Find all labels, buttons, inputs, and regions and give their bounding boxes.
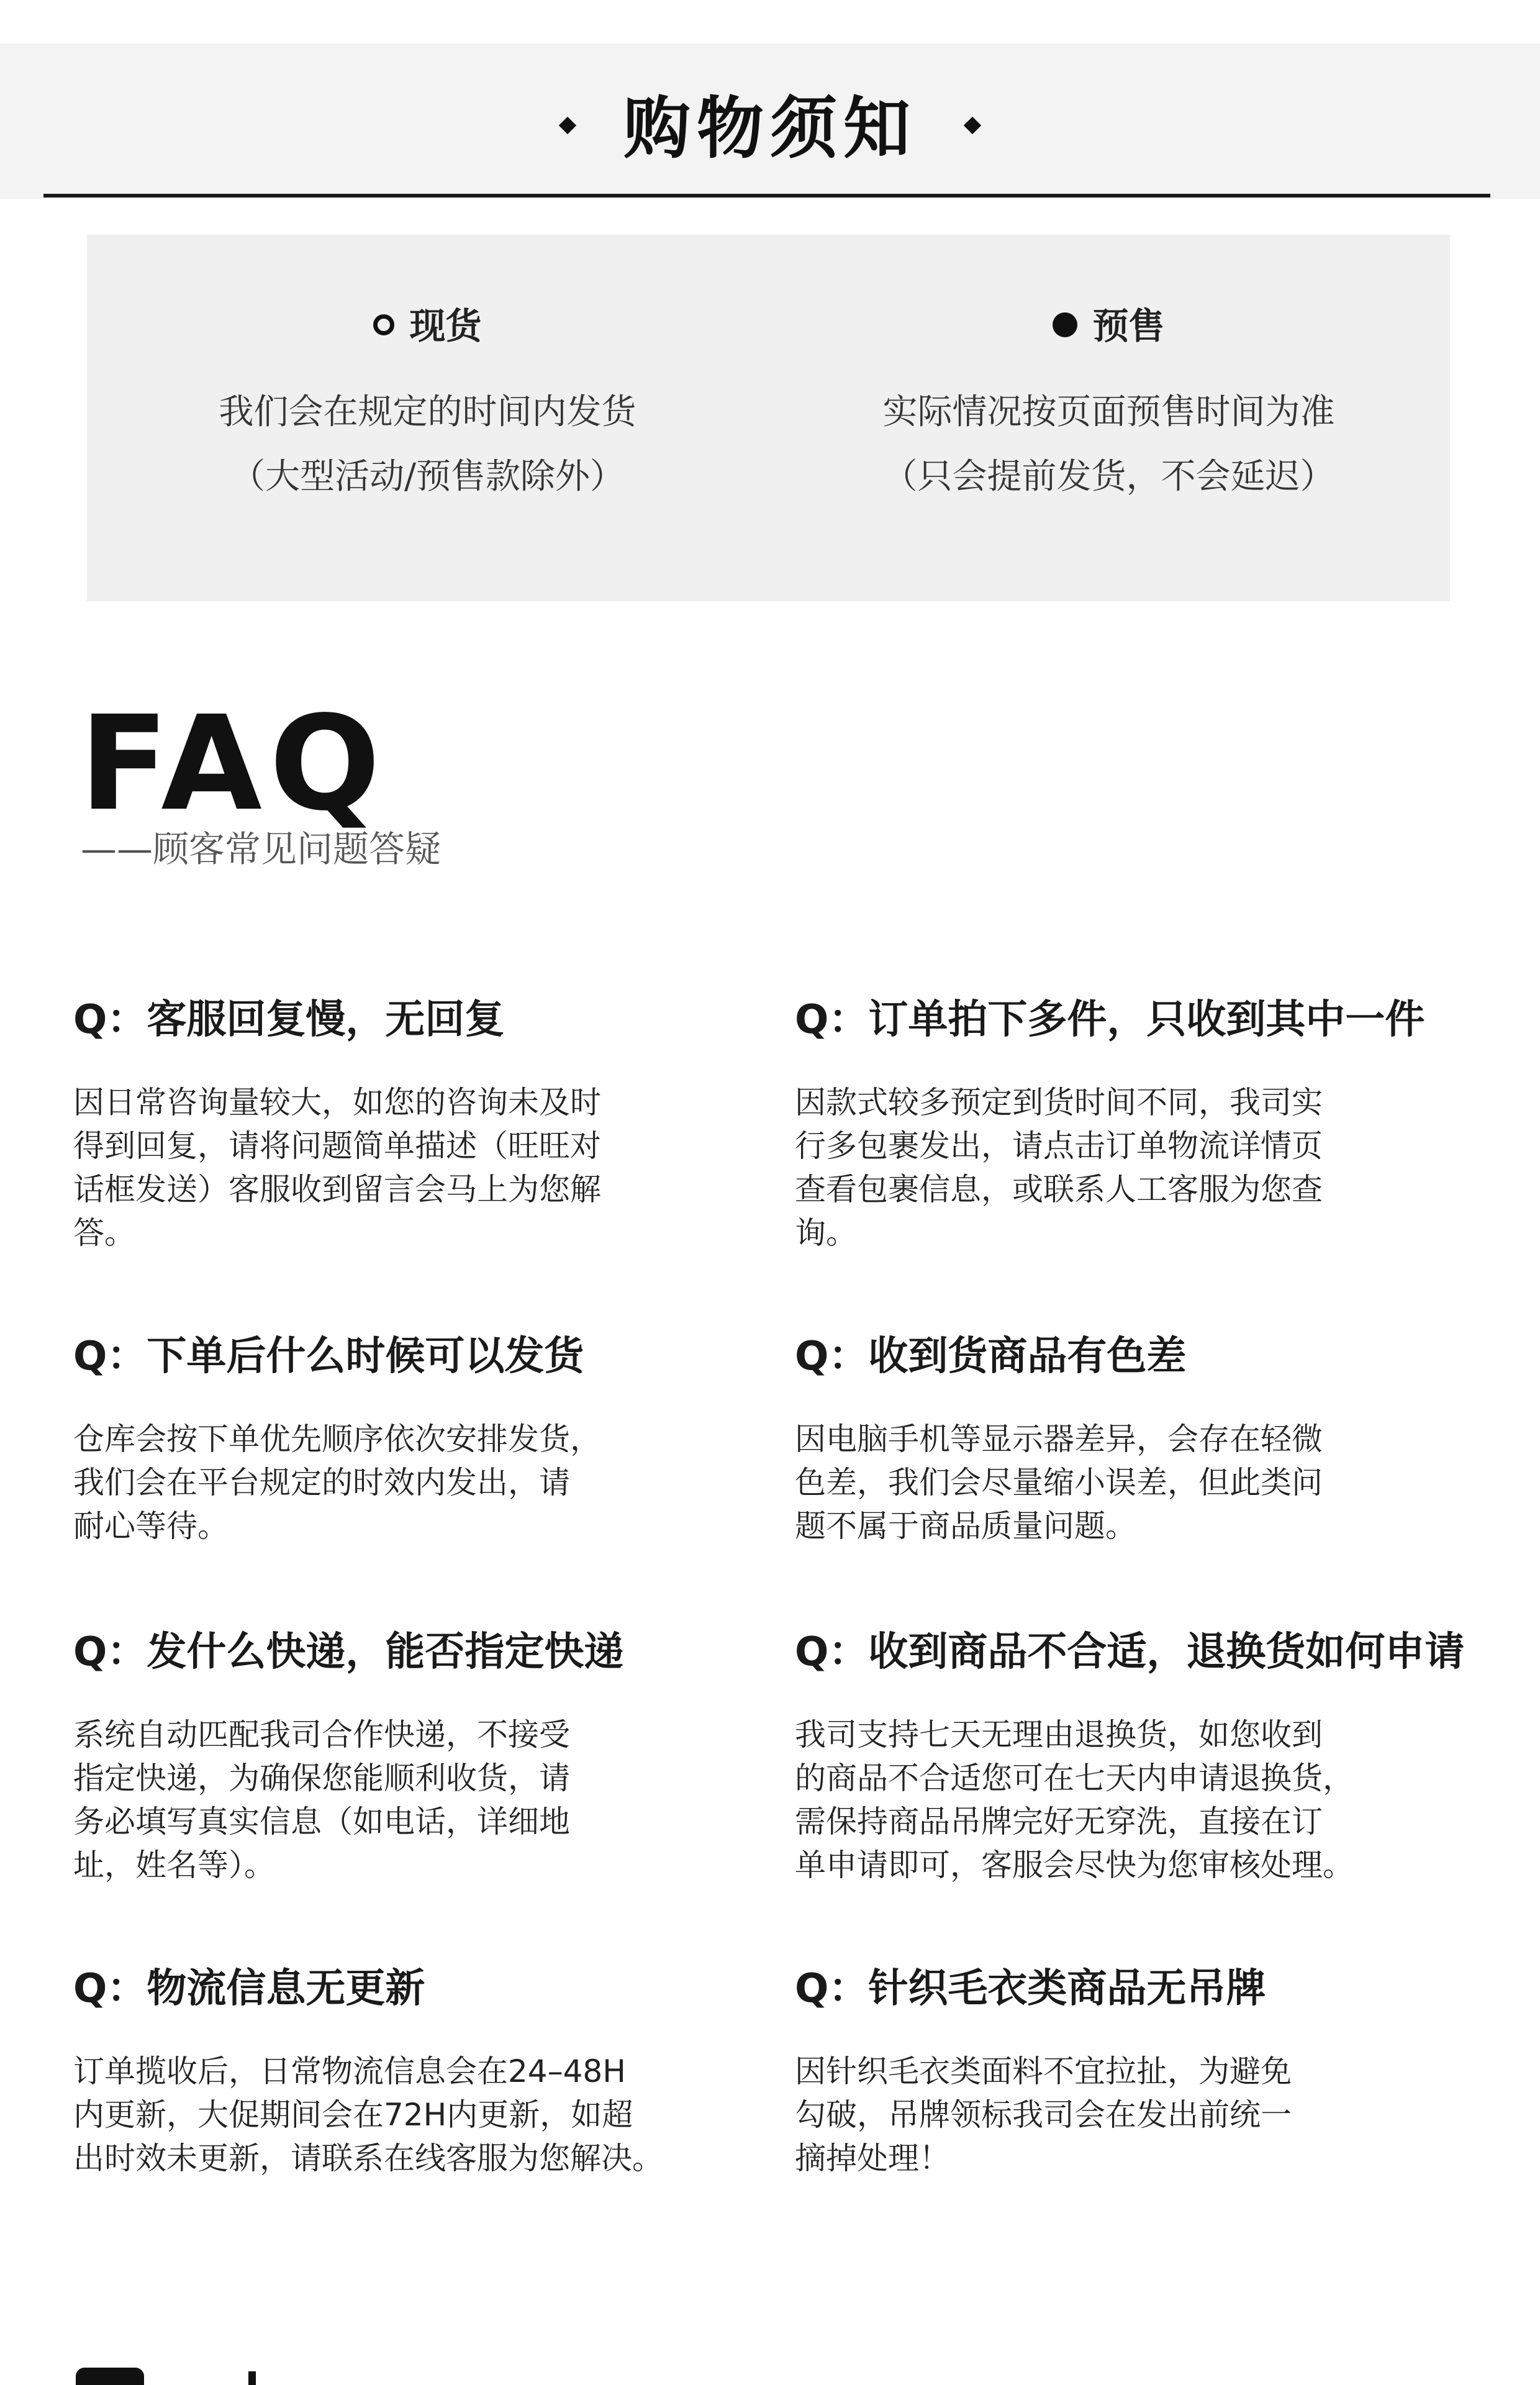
faq-answer-line: 询。 [795, 1215, 857, 1251]
in-stock-line: 我们会在规定的时间内发货 [219, 392, 636, 432]
in-stock-line: （大型活动/预售款除外） [230, 457, 625, 497]
faq-question: Q：发什么快递，能否指定快递 [73, 1629, 624, 1675]
faq-answer-line: 勾破，吊牌领标我司会在发出前统一 [795, 2097, 1292, 2133]
faq-answer-line: 得到回复，请将问题简单描述（旺旺对 [73, 1128, 601, 1164]
next-section-tick-icon [248, 2371, 256, 2385]
faq-answer [73, 1081, 756, 1255]
in-stock-label: 现货 [409, 305, 482, 347]
faq-answer-line: 址，姓名等）。 [73, 1847, 275, 1883]
hollow-circle-icon [373, 314, 394, 335]
faq-answer-line: 查看包裹信息，或联系人工客服为您查 [795, 1171, 1323, 1207]
faq-title: FAQ [79, 688, 388, 840]
faq-answer [795, 1713, 1478, 1887]
faq-answer-line: 答。 [73, 1215, 135, 1251]
in-stock-heading [87, 297, 768, 349]
faq-item [795, 1620, 1478, 1887]
faq-answer [795, 1417, 1478, 1548]
faq-answer-line: 订单揽收后，日常物流信息会在24–48H [73, 2053, 626, 2089]
faq-question: Q：收到商品不合适，退换货如何申请 [795, 1629, 1465, 1675]
faq-answer-line: 我司支持七天无理由退换货，如您收到 [795, 1717, 1323, 1753]
shipping-notice-box [87, 235, 1450, 601]
faq-answer-line: 因电脑手机等显示器差异，会存在轻微 [795, 1421, 1323, 1457]
presale-line: 实际情况按页面预售时间为准 [882, 392, 1335, 432]
faq-item [73, 1956, 756, 2180]
faq-answer-line: 单申请即可，客服会尽快为您审核处理。 [795, 1847, 1354, 1883]
faq-answer-line: 务必填写真实信息（如电话，详细地 [73, 1804, 570, 1840]
presale-heading [768, 297, 1449, 349]
faq-answer-line: 话框发送）客服收到留言会马上为您解 [73, 1171, 601, 1207]
header-divider [43, 194, 1490, 198]
faq-answer-line: 因针织毛衣类面料不宜拉扯，为避免 [795, 2053, 1292, 2089]
faq-answer-line: 内更新，大促期间会在72H内更新，如超 [73, 2097, 633, 2133]
faq-answer-line: 色差，我们会尽量缩小误差，但此类问 [795, 1465, 1323, 1501]
faq-answer-line: 我们会在平台规定的时效内发出，请 [73, 1465, 570, 1501]
faq-question: Q：针织毛衣类商品无吊牌 [795, 1966, 1266, 2012]
in-stock-notice [87, 235, 768, 509]
faq-item [795, 988, 1478, 1255]
faq-answer-line: 耐心等待。 [73, 1508, 229, 1544]
faq-item [73, 1620, 756, 1887]
faq-answer [73, 2050, 756, 2180]
next-section-mark-icon [76, 2368, 144, 2385]
filled-circle-icon [1053, 312, 1077, 337]
faq-question: Q：物流信息无更新 [73, 1966, 425, 2012]
faq-item [73, 988, 756, 1255]
diamond-left-icon [559, 117, 576, 134]
presale-label: 预售 [1092, 305, 1165, 347]
faq-question: Q：收到货商品有色差 [795, 1333, 1187, 1379]
faq-answer-line: 仓库会按下单优先顺序依次安排发货， [73, 1421, 601, 1457]
faq-answer [73, 1417, 756, 1548]
diamond-right-icon [964, 117, 981, 134]
faq-answer-line: 的商品不合适您可在七天内申请退换货， [795, 1760, 1354, 1796]
page-title [0, 75, 1540, 171]
faq-answer-line: 系统自动匹配我司合作快递，不接受 [73, 1717, 570, 1753]
faq-answer-line: 需保持商品吊牌完好无穿洗，直接在订 [795, 1804, 1323, 1840]
faq-answer-line: 摘掉处理！ [795, 2140, 950, 2176]
presale-notice [768, 235, 1449, 509]
presale-line: （只会提前发货，不会延迟） [882, 457, 1335, 497]
faq-answer-line: 指定快递，为确保您能顺利收货，请 [73, 1760, 570, 1796]
faq-item [73, 1324, 756, 1548]
faq-answer-line: 行多包裹发出，请点击订单物流详情页 [795, 1128, 1323, 1164]
page-title-text: 购物须知 [623, 90, 917, 168]
faq-answer-line: 因款式较多预定到货时间不同，我司实 [795, 1084, 1323, 1120]
faq-question: Q：客服回复慢，无回复 [73, 997, 505, 1043]
faq-answer-line: 出时效未更新，请联系在线客服为您解决。 [73, 2140, 663, 2176]
faq-question: Q：下单后什么时候可以发货 [73, 1333, 584, 1379]
faq-answer-line: 题不属于商品质量问题。 [795, 1508, 1136, 1544]
faq-answer [795, 2050, 1478, 2180]
faq-item [795, 1956, 1478, 2180]
faq-subtitle: ——顾客常见问题答疑 [81, 828, 442, 870]
faq-answer [795, 1081, 1478, 1255]
faq-answer [73, 1713, 756, 1887]
faq-question: Q：订单拍下多件，只收到其中一件 [795, 997, 1425, 1043]
faq-item [795, 1324, 1478, 1548]
faq-answer-line: 因日常咨询量较大，如您的咨询未及时 [73, 1084, 601, 1120]
